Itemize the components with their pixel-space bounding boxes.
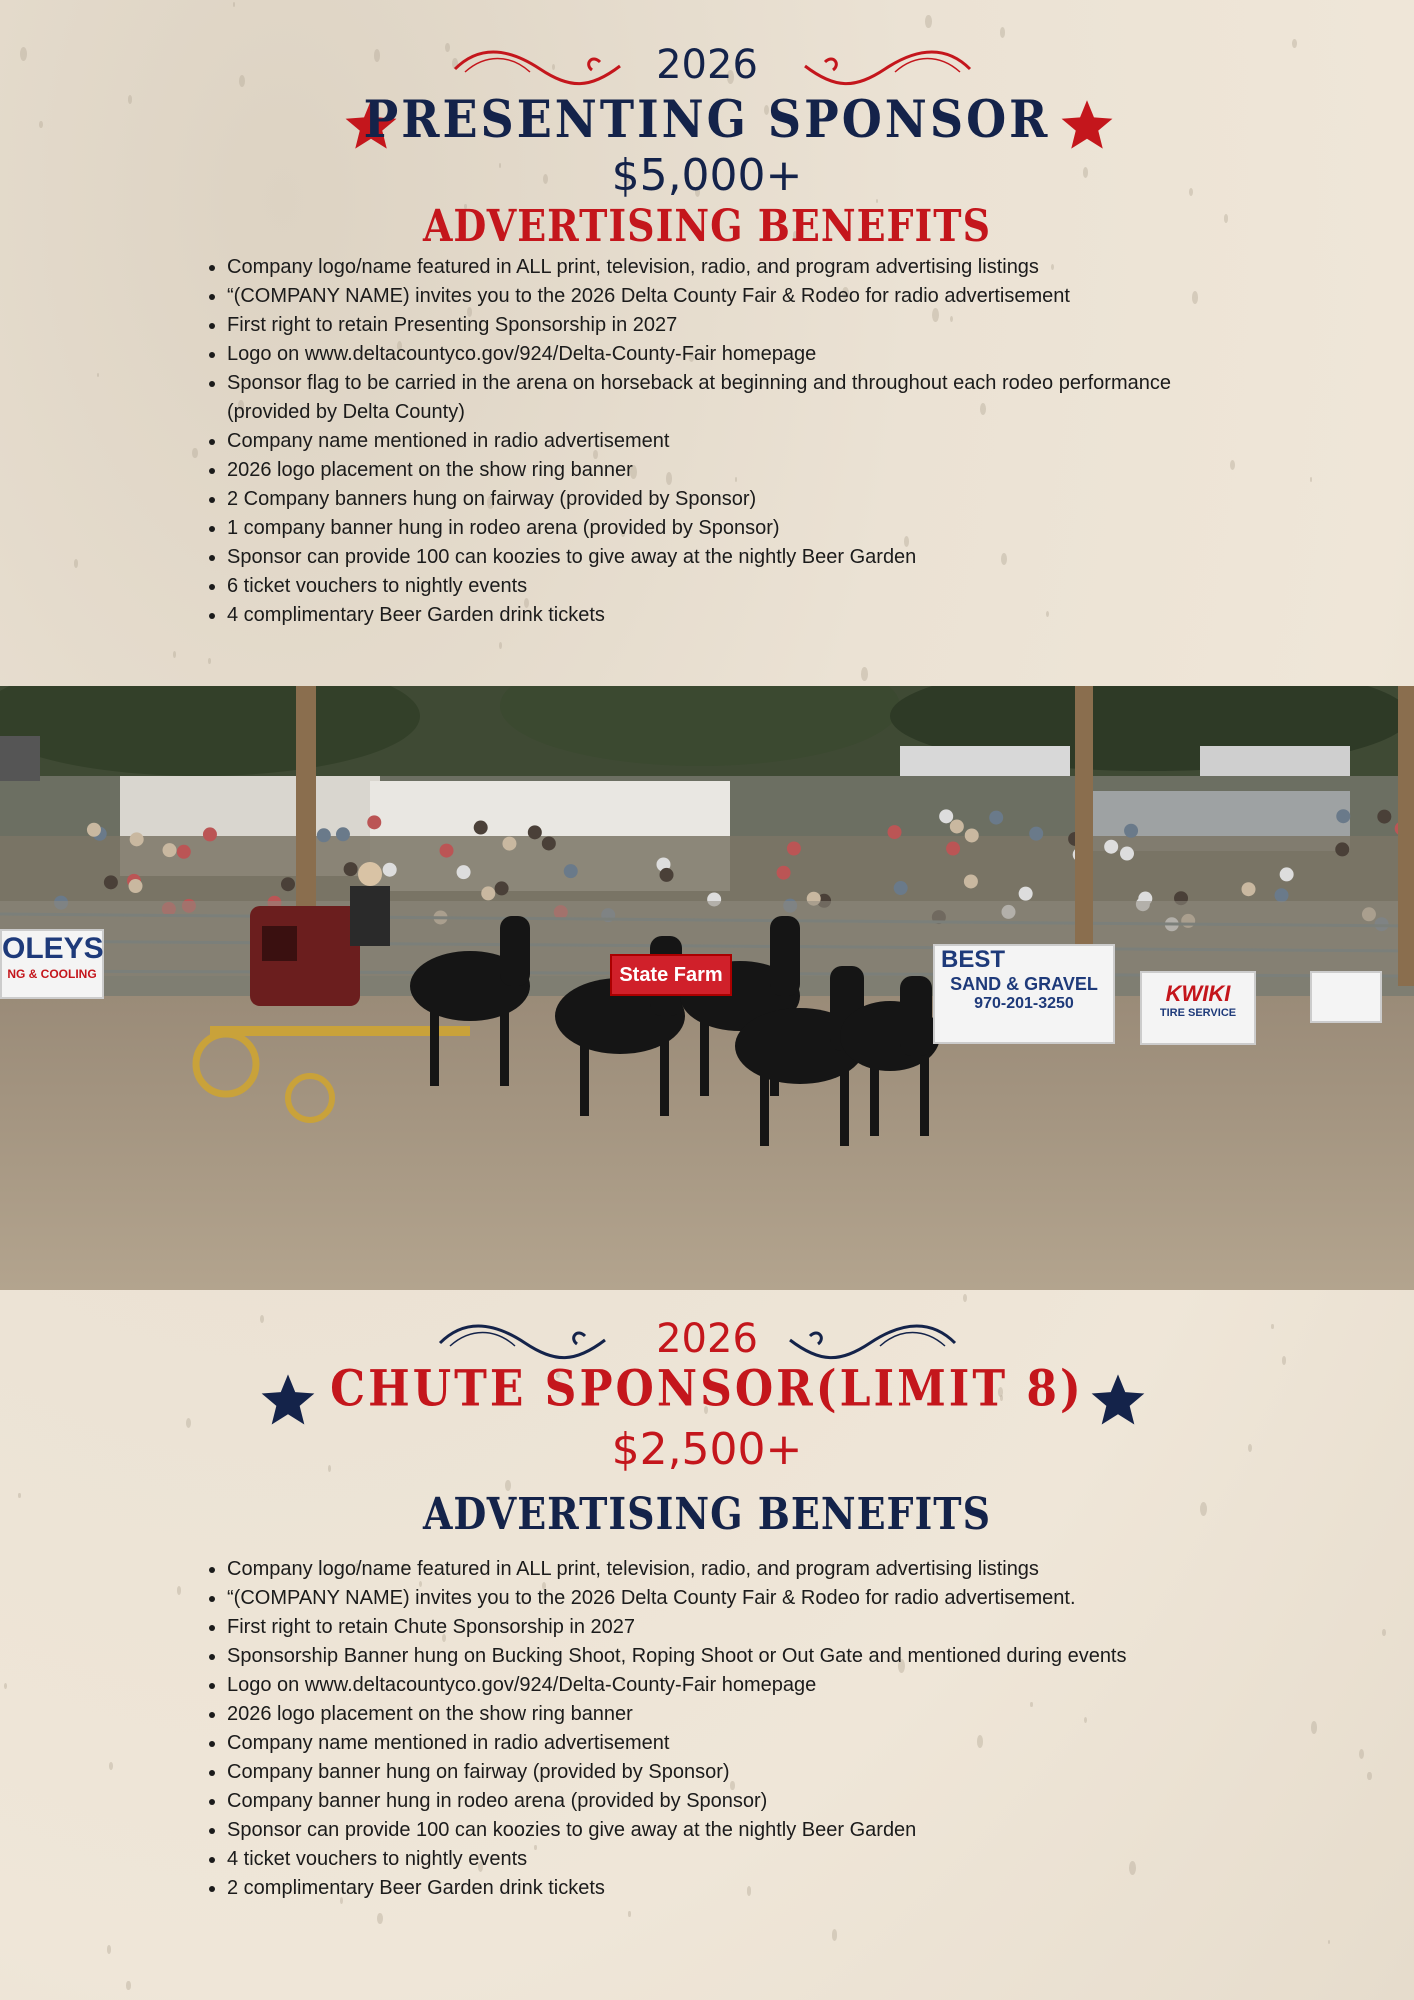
crowd-person (946, 842, 960, 856)
crowd-person (542, 836, 556, 850)
presenting-year: 2026 (656, 42, 758, 88)
horse-leg (660, 1036, 669, 1116)
paper-speck (1000, 27, 1005, 38)
paper-speck (861, 667, 868, 681)
crowd-person (104, 875, 118, 889)
horse-leg (580, 1036, 589, 1116)
crowd-person (457, 865, 471, 879)
paper-speck (1382, 1629, 1386, 1636)
crowd-person (481, 886, 495, 900)
benefit-item: • Sponsorship Banner hung on Bucking Shoot, Roping Shoot or Out Gate and mentioned during events (227, 1642, 1247, 1671)
benefit-item: • Sponsor can provide 100 can koozies to give away at the nightly Beer Garden (227, 1816, 1247, 1845)
horse-leg (500, 1006, 509, 1086)
crowd-person (495, 881, 509, 895)
crowd-person (950, 819, 964, 833)
crowd-person (939, 809, 953, 823)
presenting-benefits-list (207, 253, 1247, 630)
paper-speck (109, 1762, 113, 1770)
horse-leg (870, 1056, 879, 1136)
crowd-person (502, 837, 516, 851)
paper-speck (1328, 1940, 1330, 1945)
benefit-item: • Sponsor can provide 100 can koozies to give away at the nightly Beer Garden (227, 543, 1247, 572)
crowd-person (1280, 867, 1294, 881)
paper-speck (1310, 477, 1312, 482)
paper-speck (107, 1945, 111, 1953)
benefit-item: • 2 Company banners hung on fairway (provided by Sponsor) (227, 485, 1247, 514)
banner-statefarm: State Farm (610, 954, 732, 996)
crowd-person (87, 823, 101, 837)
presenting-title: PRESENTING SPONSOR (363, 88, 1051, 150)
chute-price: $2,500+ (611, 1424, 803, 1475)
crowd-person (336, 827, 350, 841)
benefit-item: • Company banner hung on fairway (provided by Sponsor) (227, 1758, 1247, 1787)
paper-speck (208, 658, 211, 663)
crowd-person (1377, 810, 1391, 824)
crowd-person (964, 874, 978, 888)
paper-speck (4, 1683, 7, 1689)
chute-title: CHUTE SPONSOR(LIMIT 8) (330, 1360, 1084, 1419)
chute-benefits-heading: ADVERTISING BENEFITS (422, 1487, 992, 1540)
paper-speck (1359, 1749, 1364, 1760)
crowd-person (474, 821, 488, 835)
benefit-item: • 4 complimentary Beer Garden drink tickets (227, 601, 1247, 630)
crowd-person (1019, 887, 1033, 901)
crowd-person (1104, 840, 1118, 854)
benefit-item: • 2 complimentary Beer Garden drink tickets (227, 1874, 1247, 1903)
paper-speck (173, 651, 176, 657)
crowd-person (203, 827, 217, 841)
rodeo-stagecoach-photo (0, 686, 1414, 1290)
horse-leg (700, 1016, 709, 1096)
crowd-person (1242, 882, 1256, 896)
horse-leg (760, 1066, 769, 1146)
crowd-person (129, 879, 143, 893)
benefit-item: • First right to retain Chute Sponsorship in 2027 (227, 1613, 1247, 1642)
banner-text: 970-201-3250 (974, 995, 1074, 1012)
crowd-person (564, 864, 578, 878)
paper-speck (628, 1911, 631, 1916)
benefit-item: • 4 ticket vouchers to nightly events (227, 1845, 1247, 1874)
crowd-person (965, 828, 979, 842)
horse-leg (770, 1016, 779, 1096)
benefit-item: • “(COMPANY NAME) invites you to the 2026 Delta County Fair & Rodeo for radio advertisement (227, 282, 1247, 311)
crowd-person (888, 825, 902, 839)
crowd-person (163, 843, 177, 857)
horse-leg (840, 1066, 849, 1146)
paper-speck (963, 1294, 967, 1302)
crowd-person (1275, 888, 1289, 902)
crowd-person (894, 881, 908, 895)
banner-text: SAND & GRAVEL (950, 974, 1098, 994)
benefit-item: • 2026 logo placement on the show ring banner (227, 456, 1247, 485)
banner-text: TIRE SERVICE (1159, 1007, 1237, 1019)
crowd-person (383, 863, 397, 877)
benefit-item: • “(COMPANY NAME) invites you to the 2026 Delta County Fair & Rodeo for radio advertisement. (227, 1584, 1247, 1613)
chute-benefits-list (207, 1555, 1247, 1903)
horse-leg (920, 1056, 929, 1136)
banner-text: BEST (941, 946, 1006, 973)
crowd-person (660, 868, 674, 882)
paper-speck (233, 2, 236, 7)
benefit-item: • First right to retain Presenting Sponsorship in 2027 (227, 311, 1247, 340)
paper-speck (177, 1586, 181, 1595)
paper-speck (925, 15, 931, 28)
presenting-price: $5,000+ (611, 150, 803, 201)
crowd-person (281, 877, 295, 891)
crowd-person (1335, 842, 1349, 856)
paper-speck (74, 559, 78, 568)
paper-speck (192, 448, 197, 459)
crowd-person (1120, 847, 1134, 861)
banner-text: OLEYS (2, 932, 104, 965)
crowd-person (344, 862, 358, 876)
benefit-item: • Company banner hung in rodeo arena (provided by Sponsor) (227, 1787, 1247, 1816)
crowd-person (440, 844, 454, 858)
horse-leg (430, 1006, 439, 1086)
banner-best-sand-gravel (933, 944, 1115, 1044)
benefit-item: • Sponsor flag to be carried in the arena on horseback at beginning and throughout each rodeo performance (provided by Delta County) (227, 369, 1247, 427)
crowd-person (130, 832, 144, 846)
crowd-person (177, 845, 191, 859)
paper-speck (377, 1913, 383, 1924)
presenting-benefits-heading: ADVERTISING BENEFITS (422, 199, 992, 252)
paper-speck (832, 1929, 838, 1940)
paper-speck (1311, 1721, 1318, 1735)
crowd-person (777, 866, 791, 880)
paper-speck (126, 1981, 130, 1989)
crowd-person (317, 828, 331, 842)
paper-speck (499, 642, 502, 649)
paper-speck (1367, 1772, 1371, 1781)
crowd-person (1124, 824, 1138, 838)
chute-year: 2026 (656, 1316, 758, 1362)
benefit-item: • Company logo/name featured in ALL print, television, radio, and program advertising listings (227, 253, 1247, 282)
paper-speck (97, 373, 99, 378)
banner-text: NG & COOLING (7, 967, 97, 981)
banner-kwiki (1140, 971, 1256, 1045)
benefit-item: • Company name mentioned in radio advertisement (227, 427, 1247, 456)
crowd-person (787, 841, 801, 855)
banner-oleys (0, 929, 104, 999)
crowd-person (1336, 809, 1350, 823)
benefit-item: • 1 company banner hung in rodeo arena (provided by Sponsor) (227, 514, 1247, 543)
crowd-person (1029, 827, 1043, 841)
benefit-item: • Logo on www.deltacountyco.gov/924/Delta-County-Fair homepage (227, 340, 1247, 369)
benefit-item: • 6 ticket vouchers to nightly events (227, 572, 1247, 601)
banner-logo (1310, 971, 1382, 1023)
benefit-item: • Company logo/name featured in ALL print, television, radio, and program advertising listings (227, 1555, 1247, 1584)
crowd-person (528, 825, 542, 839)
crowd-person (367, 815, 381, 829)
benefit-item: • Company name mentioned in radio advertisement (227, 1729, 1247, 1758)
benefit-item: • 2026 logo placement on the show ring banner (227, 1700, 1247, 1729)
benefit-item: • Logo on www.deltacountyco.gov/924/Delta-County-Fair homepage (227, 1671, 1247, 1700)
crowd-person (989, 811, 1003, 825)
banner-text: KWIKI (1165, 981, 1231, 1006)
